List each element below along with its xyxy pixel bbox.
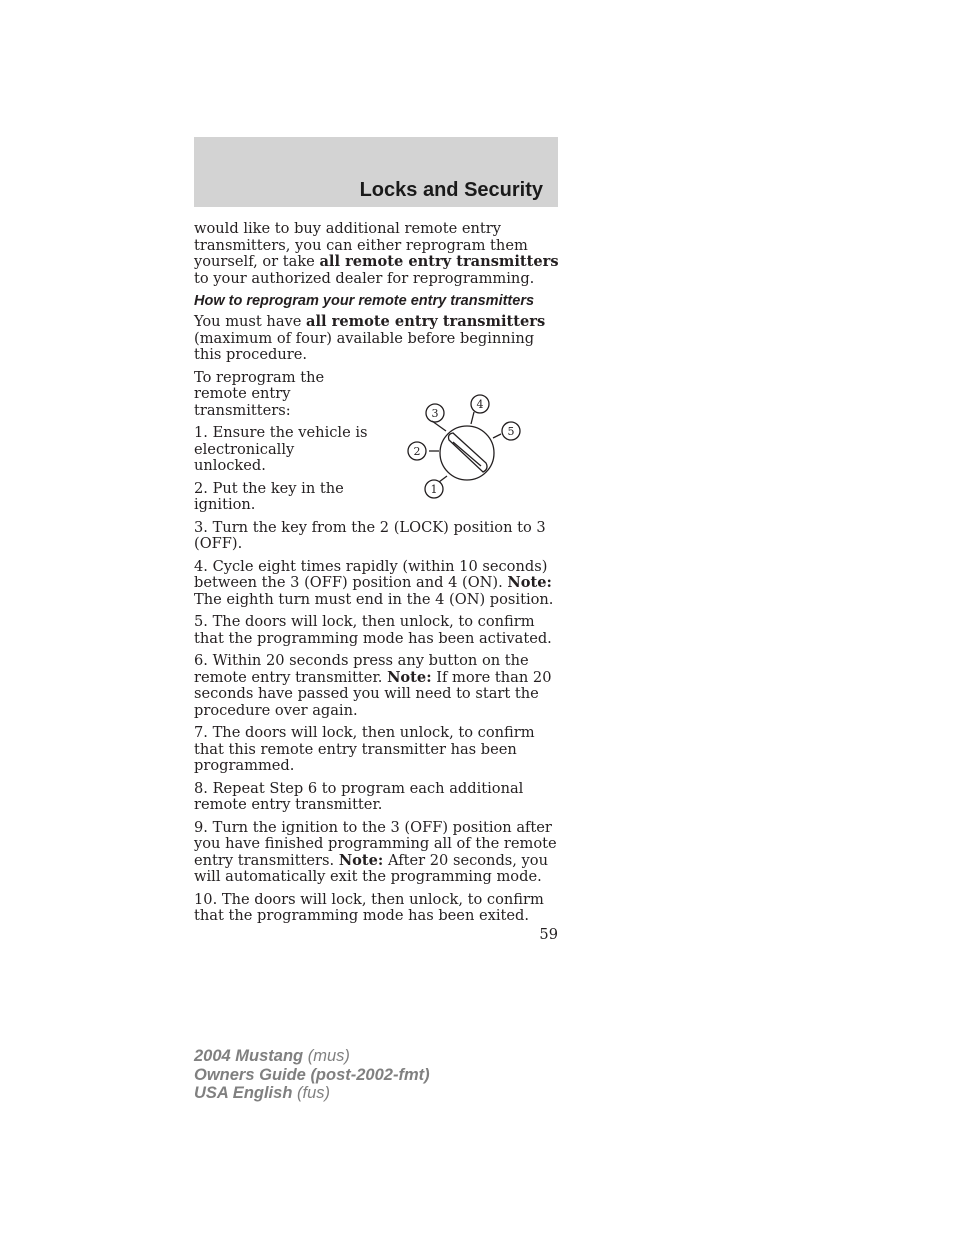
footer-language-line (194, 1084, 430, 1103)
footer-guide-line: Owners Guide (post-2002-fmt) (194, 1065, 430, 1084)
step-10: 10. The doors will lock, then unlock, to confirm that the programming mode has been exited. (194, 890, 544, 924)
step-2: 2. Put the key in the ignition. (194, 479, 344, 513)
footer-model-line (194, 1047, 430, 1066)
step-6 (194, 653, 560, 719)
ignition-diagram (400, 392, 530, 504)
requirement-paragraph (194, 314, 560, 364)
subsection-heading: How to reprogram your remote entry transmitters (194, 293, 535, 309)
requirement-text-end: (maximum of four) available before beginning this procedure. (194, 329, 535, 363)
position-4-label: 4 (476, 398, 484, 411)
step-4-note-label: Note: (507, 574, 552, 591)
reprogram-intro: To reprogram the remote entry transmitters: (194, 368, 325, 419)
step-6-note: If more than 20 seconds have passed you will need to start the procedure over again. (194, 668, 552, 719)
step-4 (194, 559, 560, 609)
step-6-note-label: Note: (387, 668, 432, 686)
position-1-leader (439, 476, 447, 482)
intro-text: would like to buy additional remote entry transmitters, you can either reprogram them yourself, or take (194, 220, 528, 270)
ignition-cylinder (440, 426, 494, 480)
footer-model-code: (mus) (303, 1047, 350, 1065)
key-slot-icon (449, 433, 488, 472)
footer-language-code: (fus) (292, 1084, 330, 1102)
position-1-label: 1 (430, 483, 438, 496)
step-9-note-label: Note: (338, 851, 384, 869)
step-9-note: After 20 seconds, you will automatically exit the programming mode. (194, 851, 548, 885)
step-7: 7. The doors will lock, then unlock, to confirm that this remote entry transmitter has been programmed. (194, 724, 535, 774)
footer-language: USA English (194, 1084, 293, 1102)
position-5-label: 5 (507, 425, 515, 438)
step-6-text: 6. Within 20 seconds press any button on the remote entry transmitter. (194, 652, 529, 686)
step-9 (194, 820, 560, 886)
position-2-label: 2 (413, 445, 421, 458)
section-header (194, 137, 558, 207)
document-footer (194, 1047, 430, 1103)
position-4-leader (471, 412, 474, 424)
footer-model: 2004 Mustang (194, 1047, 304, 1065)
step-4-note: The eighth turn must end in the 4 (ON) position. (194, 590, 554, 608)
step-4-text: 4. Cycle eight times rapidly (within 10 seconds) between the 3 (OFF) position and 4 (ON). (194, 557, 548, 591)
section-title: Locks and Security (359, 179, 543, 201)
main-content (194, 221, 560, 931)
requirement-text: You must have (194, 313, 307, 330)
intro-text-end: to your authorized dealer for reprogramming. (194, 269, 535, 287)
requirement-bold: all remote entry transmitters (306, 313, 546, 330)
position-5-leader (493, 434, 501, 438)
step-5: 5. The doors will lock, then unlock, to confirm that the programming mode has been activated. (194, 613, 552, 647)
step-9-text: 9. Turn the ignition to the 3 (OFF) position after you have finished programming all of the remote entry transmitters. (194, 818, 557, 869)
intro-paragraph (194, 221, 560, 287)
step-1: 1. Ensure the vehicle is electronically unlocked. (194, 424, 368, 474)
step-8: 8. Repeat Step 6 to program each additional remote entry transmitter. (194, 779, 524, 813)
step-3: 3. Turn the key from the 2 (LOCK) position to 3 (OFF). (194, 518, 546, 552)
intro-bold: all remote entry transmitters (319, 253, 559, 270)
page-number: 59 (539, 926, 558, 943)
position-3-label: 3 (431, 407, 439, 420)
